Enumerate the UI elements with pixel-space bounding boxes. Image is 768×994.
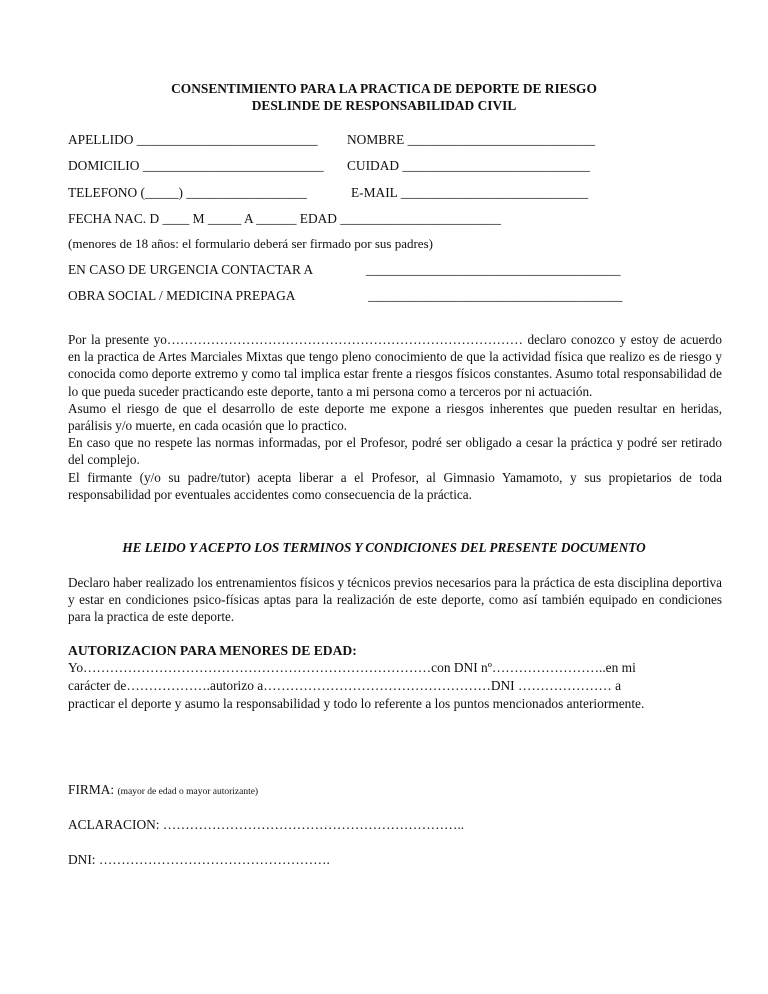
obra-social-label: OBRA SOCIAL / MEDICINA PREPAGA <box>68 288 296 303</box>
title-line-1: CONSENTIMIENTO PARA LA PRACTICA DE DEPORTE DE RIESGO <box>171 81 597 96</box>
aclaracion-field: ACLARACION: ………………………………………………………….. <box>68 817 465 832</box>
obra-social-line: ______________________________________ <box>368 288 623 303</box>
telefono-field: TELEFONO (_____) __________________ <box>68 185 307 200</box>
firma-row <box>68 782 258 800</box>
nombre-field: NOMBRE ____________________________ <box>347 132 596 147</box>
cuidad-field: CUIDAD ____________________________ <box>347 158 590 173</box>
body-paragraph: El firmante (y/o su padre/tutor) acepta liberar a el Profesor, al Gimnasio Yamamoto, y sus propietarios de toda responsabilidad por eventuales accidentes como consecuencia de la práctica. <box>68 469 722 502</box>
menores-note: (menores de 18 años: el formulario deberá ser firmado por sus padres) <box>68 236 433 251</box>
declaration-text <box>68 574 722 626</box>
minors-heading: AUTORIZACION PARA MENORES DE EDAD: <box>68 643 357 658</box>
minors-line-2: carácter de……………….autorizo a……………………………………………DNI ………………… a <box>68 678 622 693</box>
minors-line-3: practicar el deporte y asumo la responsabilidad y todo lo referente a los puntos mencionados anteriormente. <box>68 696 645 711</box>
domicilio-field: DOMICILIO ___________________________ <box>68 158 324 173</box>
title-line-2: DESLINDE DE RESPONSABILIDAD CIVIL <box>251 98 517 113</box>
accept-heading: HE LEIDO Y ACEPTO LOS TERMINOS Y CONDICIONES DEL PRESENTE DOCUMENTO <box>122 540 646 555</box>
body-paragraph: Por la presente yo……………………………………………………………………… declaro conozco y estoy de acuerdo en la practica de Artes Marciales Mixtas que tengo pleno conocimiento de que la actividad física que realizo es de riesgo y conocida como deporte extremo y como tal implica estar frente a riesgos físicos constantes. Asumo total responsabilidad de lo que pueda suceder practicando este deporte, tanto a mi persona como a terceros por ni actuación. <box>68 332 722 399</box>
urgencia-label: EN CASO DE URGENCIA CONTACTAR A <box>68 262 314 277</box>
firma-label: FIRMA: <box>68 782 115 797</box>
body-paragraph: En caso que no respete las normas informadas, por el Profesor, podré ser obligado a cesar la práctica y podré ser retirado del complejo. <box>68 435 722 468</box>
email-field: E-MAIL ____________________________ <box>351 185 589 200</box>
body-paragraph: Asumo el riesgo de que el desarrollo de este deporte me expone a riesgos inherentes que pueden resultar en heridas, parálisis y/o muerte, en cada ocasión que lo practico. <box>68 400 722 434</box>
dni-field: DNI: ……………………………………………. <box>68 852 330 867</box>
urgencia-line: ______________________________________ <box>366 262 621 277</box>
firma-note: (mayor de edad o mayor autorizante) <box>117 787 259 797</box>
declaration-paragraph: Declaro haber realizado los entrenamientos físicos y técnicos previos necesarios para la práctica de esta disciplina deportiva y estar en condiciones psico-físicas aptas para la realización de este deporte, como así también equipado en condiciones para la practica de este deporte. <box>68 575 722 625</box>
fecha-nac-field: FECHA NAC. D ____ M _____ A ______ EDAD ________________________ <box>68 211 501 226</box>
apellido-field: APELLIDO ___________________________ <box>68 132 318 147</box>
body-text <box>68 331 722 503</box>
minors-line-1: Yo……………………………………………………………………con DNI nº……………………..en mi <box>68 660 636 675</box>
